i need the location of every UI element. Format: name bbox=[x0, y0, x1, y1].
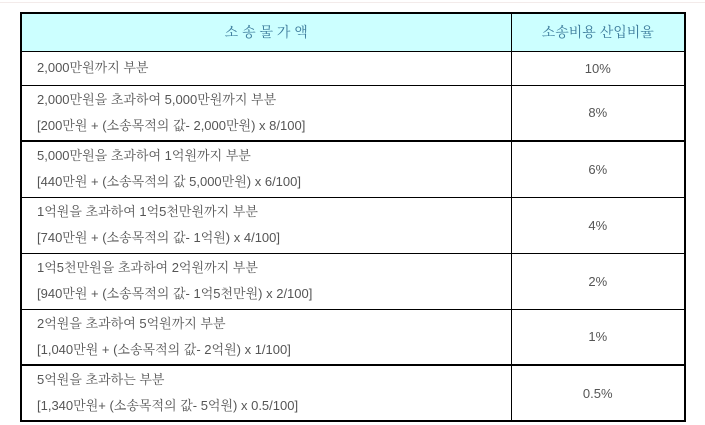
formula-text: [200만원 + (소송목적의 값- 2,000만원) x 8/100] bbox=[37, 117, 306, 133]
range-cell bbox=[21, 309, 511, 365]
top-divider bbox=[0, 2, 705, 3]
header-row bbox=[21, 13, 685, 51]
range-text: 5억원을 초과하는 부분 bbox=[37, 372, 165, 387]
formula-text: [940만원 + (소송목적의 값- 1억5천만원) x 2/100] bbox=[37, 286, 313, 301]
formula-text: [1,340만원+ (소송목적의 값- 5억원) x 0.5/100] bbox=[37, 398, 299, 413]
table-row bbox=[21, 51, 685, 85]
range-cell bbox=[21, 85, 511, 141]
rate-value: 8% bbox=[511, 85, 685, 141]
rate-value: 10% bbox=[511, 51, 685, 85]
range-cell bbox=[21, 197, 511, 253]
table-row bbox=[21, 85, 685, 141]
range-text: 1억5천만원을 초과하여 2억원까지 부분 bbox=[37, 260, 258, 275]
range-text: 5,000만원을 초과하여 1억원까지 부분 bbox=[37, 148, 251, 164]
litigation-cost-table bbox=[20, 12, 686, 422]
formula-text: [440만원 + (소송목적의 값 5,000만원) x 6/100] bbox=[37, 174, 301, 190]
rate-value: 2% bbox=[511, 253, 685, 309]
range-cell bbox=[21, 51, 511, 85]
table-row bbox=[21, 365, 685, 421]
rate-value: 1% bbox=[511, 309, 685, 365]
rate-value: 6% bbox=[511, 141, 685, 197]
rate-value: 0.5% bbox=[511, 365, 685, 421]
table-row bbox=[21, 197, 685, 253]
table-row bbox=[21, 141, 685, 197]
range-text: 2억원을 초과하여 5억원까지 부분 bbox=[37, 315, 226, 331]
formula-text: [740만원 + (소송목적의 값- 1억원) x 4/100] bbox=[37, 230, 281, 245]
table-row bbox=[21, 253, 685, 309]
column-header-subject-value: 소 송 물 가 액 bbox=[21, 13, 511, 51]
formula-text: [1,040만원 + (소송목적의 값- 2억원) x 1/100] bbox=[37, 341, 291, 357]
range-cell bbox=[21, 365, 511, 421]
rate-value: 4% bbox=[511, 197, 685, 253]
range-text: 2,000만원까지 부분 bbox=[37, 60, 149, 75]
range-cell bbox=[21, 253, 511, 309]
range-text: 1억원을 초과하여 1억5천만원까지 부분 bbox=[37, 204, 258, 219]
range-cell bbox=[21, 141, 511, 197]
column-header-inclusion-rate: 소송비용 산입비율 bbox=[511, 13, 685, 51]
table-row bbox=[21, 309, 685, 365]
range-text: 2,000만원을 초과하여 5,000만원까지 부분 bbox=[37, 91, 277, 107]
